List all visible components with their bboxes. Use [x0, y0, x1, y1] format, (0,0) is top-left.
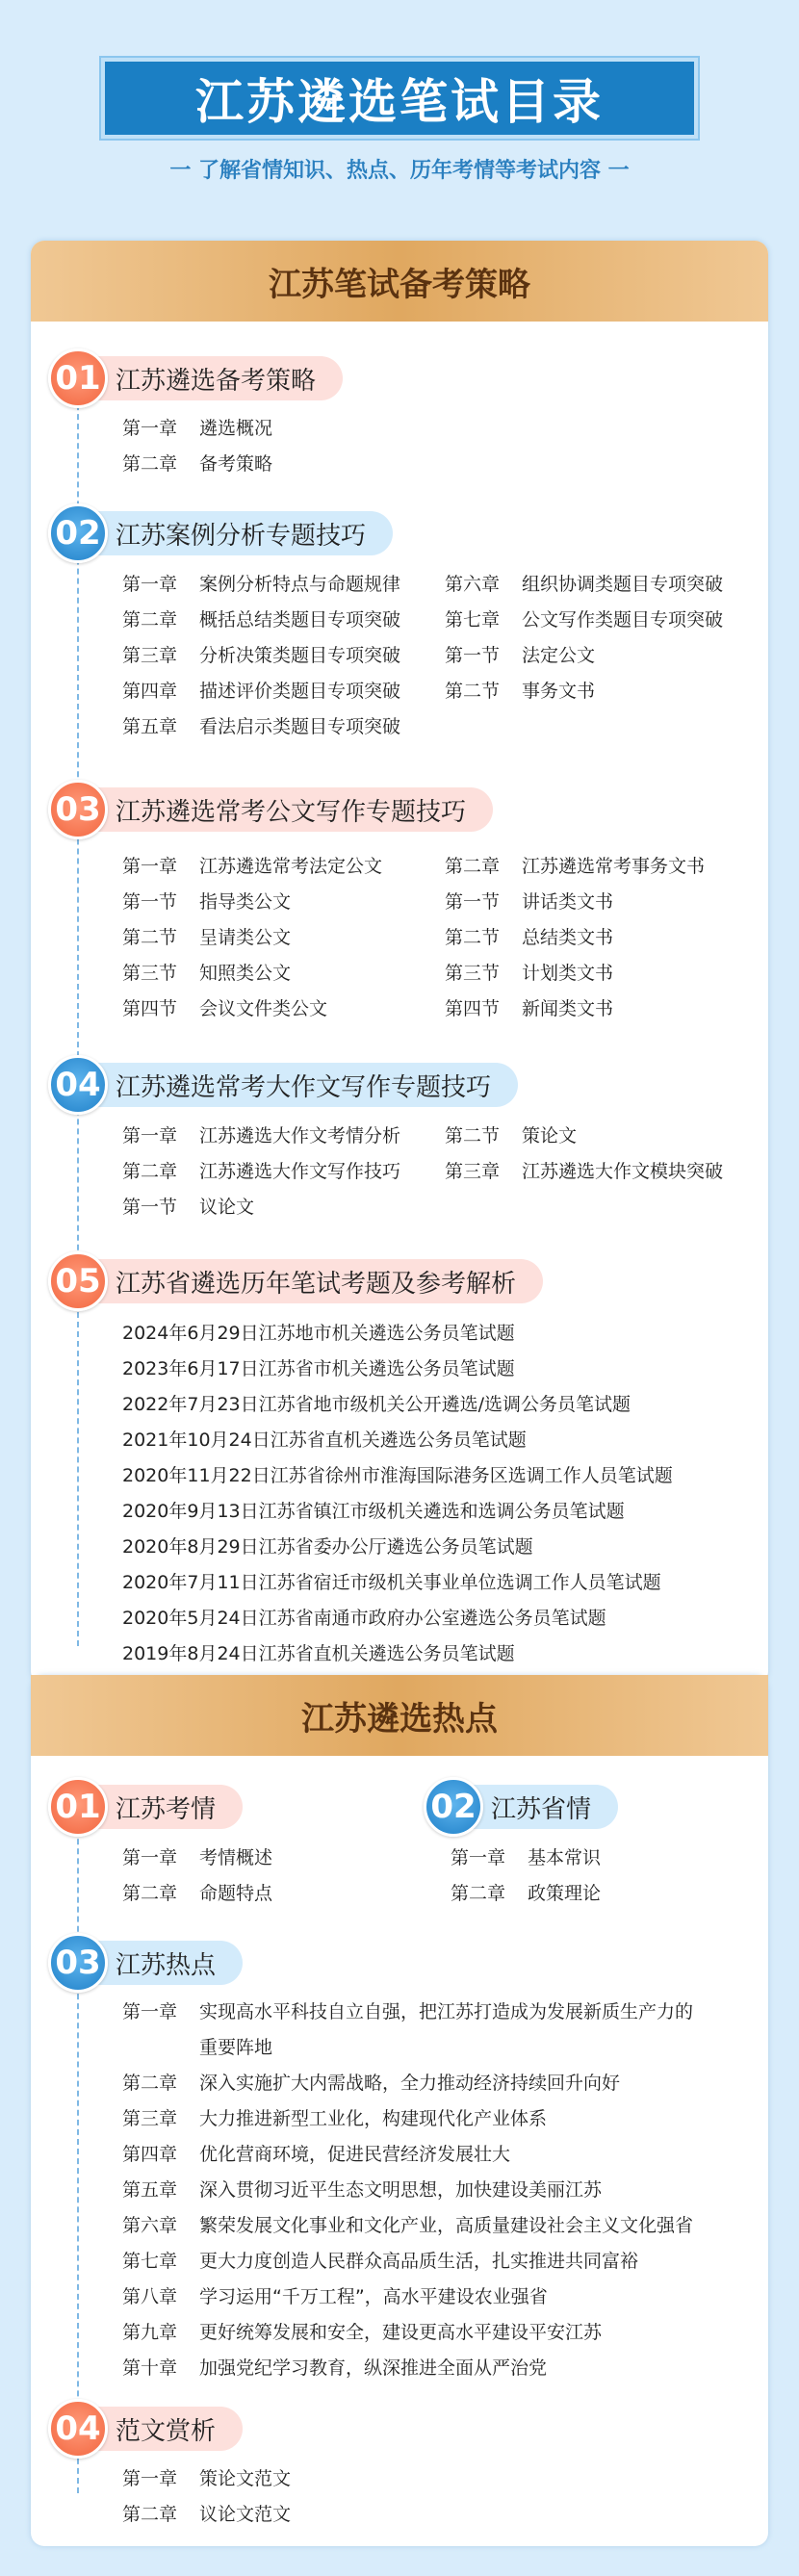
- exam-item: 2021年10月24日江苏省直机关遴选公务员笔试题: [122, 1430, 527, 1451]
- chapter-row: 第七章 公文写作类题目专项突破: [445, 609, 724, 631]
- timeline-divider: [77, 1800, 79, 2493]
- chapter-row: 第八章 学习运用“千万工程”，高水平建设农业强省: [122, 2286, 548, 2307]
- chapter-row: 第一章 基本常识: [451, 1847, 602, 1868]
- chapter-row: 第一章 遴选概况: [122, 418, 273, 439]
- hotspot-heading: 江苏遴选热点: [31, 1675, 768, 1756]
- chapter-row: 第一节 法定公文: [445, 645, 596, 666]
- chapter-row: 第三节 知照类公文: [122, 963, 292, 984]
- section-title: 江苏热点: [75, 1941, 243, 1985]
- section-number: 02: [48, 503, 108, 563]
- section-title: 江苏省遴选历年笔试考题及参考解析: [75, 1259, 543, 1303]
- section-05: [48, 1251, 543, 1311]
- chapter-row: 第二节 总结类文书: [445, 927, 614, 948]
- section-number: 03: [48, 780, 108, 839]
- section-title: 江苏遴选常考公文写作专题技巧: [75, 787, 493, 832]
- chapter-row: 第二节 呈请类公文: [122, 927, 292, 948]
- chapter-row: 第一节 指导类公文: [122, 891, 292, 913]
- section-number: 04: [48, 1055, 108, 1115]
- exam-item: 2020年8月29日江苏省委办公厅遴选公务员笔试题: [122, 1536, 533, 1558]
- chapter-row: 第一章 江苏遴选常考法定公文: [122, 856, 383, 877]
- chapter-row: 第四节 会议文件类公文: [122, 998, 328, 1019]
- exam-item: 2019年8月24日江苏省直机关遴选公务员笔试题: [122, 1643, 515, 1664]
- strategy-heading: 江苏笔试备考策略: [31, 241, 768, 322]
- page-subtitle: 一 了解省情知识、热点、历年考情等考试内容 一: [169, 159, 630, 183]
- section-02: [48, 503, 393, 563]
- chapter-row: 第四章 描述评价类题目专项突破: [122, 681, 401, 702]
- chapter-row: 第三章 分析决策类题目专项突破: [122, 645, 401, 666]
- section-number: 01: [48, 348, 108, 408]
- section-02: [424, 1777, 618, 1837]
- section-01: [48, 1777, 243, 1837]
- chapter-row: 第二章 命题特点: [122, 1883, 273, 1904]
- section-title: 江苏遴选备考策略: [75, 356, 343, 400]
- chapter-row: 第九章 更好统筹发展和安全，建设更高水平建设平安江苏: [122, 2322, 603, 2343]
- section-title: 江苏考情: [75, 1785, 243, 1829]
- section-04: [48, 2399, 243, 2459]
- section-03: [48, 780, 493, 839]
- section-03: [48, 1933, 243, 1993]
- chapter-row: 第二章 概括总结类题目专项突破: [122, 609, 401, 631]
- chapter-row: 第十章 加强党纪学习教育，纵深推进全面从严治党: [122, 2357, 548, 2379]
- chapter-row: 第一节 讲话类文书: [445, 891, 614, 913]
- section-01: [48, 348, 343, 408]
- chapter-row: 重要阵地: [199, 2037, 273, 2058]
- exam-item: 2024年6月29日江苏地市机关遴选公务员笔试题: [122, 1323, 515, 1344]
- section-number: 04: [48, 2399, 108, 2459]
- section-title: 江苏省情: [451, 1785, 618, 1829]
- chapter-row: 第三章 江苏遴选大作文模块突破: [445, 1161, 724, 1182]
- hotspot-card: [31, 1675, 768, 2546]
- section-number: 01: [48, 1777, 108, 1837]
- exam-item: 2020年5月24日江苏省南通市政府办公室遴选公务员笔试题: [122, 1608, 606, 1629]
- section-number: 02: [424, 1777, 483, 1837]
- chapter-row: 第六章 繁荣发展文化事业和文化产业，高质量建设社会主义文化强省: [122, 2215, 694, 2236]
- chapter-row: 第三章 大力推进新型工业化，构建现代化产业体系: [122, 2108, 548, 2129]
- strategy-card: [31, 241, 768, 1685]
- chapter-row: 第三节 计划类文书: [445, 963, 614, 984]
- exam-item: 2020年7月11日江苏省宿迁市级机关事业单位选调工作人员笔试题: [122, 1572, 661, 1593]
- section-number: 05: [48, 1251, 108, 1311]
- chapter-row: 第二章 备考策略: [122, 453, 273, 475]
- exam-item: 2020年9月13日江苏省镇江市级机关遴选和选调公务员笔试题: [122, 1501, 625, 1522]
- chapter-row: 第二章 江苏遴选常考事务文书: [445, 856, 706, 877]
- chapter-row: 第一章 实现高水平科技自立自强，把江苏打造成为发展新质生产力的: [122, 2001, 694, 2022]
- page-title-banner: [101, 58, 698, 139]
- chapter-row: 第二章 深入实施扩大内需战略，全力推动经济持续回升向好: [122, 2073, 621, 2094]
- chapter-row: 第二章 议论文范文: [122, 2504, 292, 2525]
- exam-item: 2022年7月23日江苏省地市级机关公开遴选/选调公务员笔试题: [122, 1394, 631, 1415]
- chapter-row: 第六章 组织协调类题目专项突破: [445, 574, 724, 595]
- exam-item: 2023年6月17日江苏省市机关遴选公务员笔试题: [122, 1358, 515, 1379]
- chapter-row: 第一章 考情概述: [122, 1847, 273, 1868]
- chapter-row: 第五章 深入贯彻习近平生态文明思想，加快建设美丽江苏: [122, 2179, 603, 2201]
- section-title: 范文赏析: [75, 2407, 243, 2451]
- chapter-row: 第二章 江苏遴选大作文写作技巧: [122, 1161, 401, 1182]
- chapter-row: 第二节 事务文书: [445, 681, 596, 702]
- chapter-row: 第二节 策论文: [445, 1125, 578, 1146]
- chapter-row: 第一章 策论文范文: [122, 2468, 292, 2489]
- chapter-row: 第一节 议论文: [122, 1197, 255, 1218]
- chapter-row: 第一章 案例分析特点与命题规律: [122, 574, 401, 595]
- section-04: [48, 1055, 518, 1115]
- chapter-row: 第七章 更大力度创造人民群众高品质生活，扎实推进共同富裕: [122, 2251, 639, 2272]
- section-number: 03: [48, 1933, 108, 1993]
- chapter-row: 第四章 优化营商环境，促进民营经济发展壮大: [122, 2144, 511, 2165]
- section-title: 江苏遴选常考大作文写作专题技巧: [75, 1063, 518, 1107]
- chapter-row: 第一章 江苏遴选大作文考情分析: [122, 1125, 401, 1146]
- section-title: 江苏案例分析专题技巧: [75, 511, 393, 555]
- page-title: 江苏遴选笔试目录: [195, 74, 604, 130]
- chapter-row: 第五章 看法启示类题目专项突破: [122, 716, 401, 737]
- chapter-row: 第二章 政策理论: [451, 1883, 602, 1904]
- chapter-row: 第四节 新闻类文书: [445, 998, 614, 1019]
- exam-item: 2020年11月22日江苏省徐州市淮海国际港务区选调工作人员笔试题: [122, 1465, 673, 1486]
